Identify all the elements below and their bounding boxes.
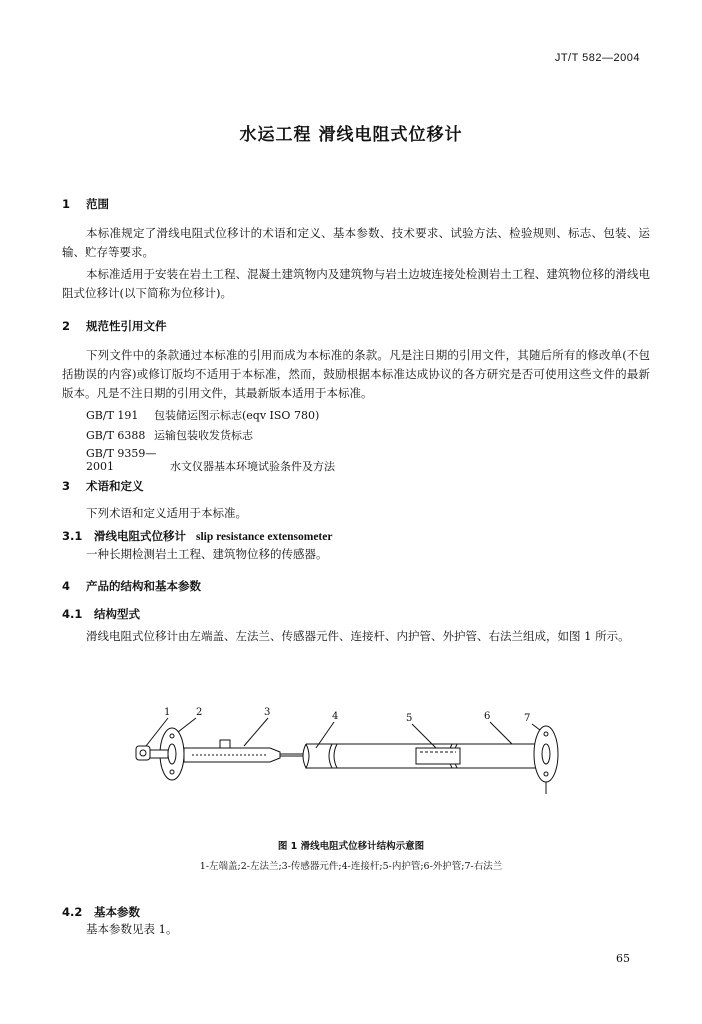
page-number: 65 <box>616 952 630 965</box>
figure-caption: 图 1 滑线电阻式位移计结构示意图 <box>277 841 425 852</box>
figure-label: 6 <box>484 711 491 722</box>
reference-item <box>86 407 319 423</box>
subsection-title: 基本参数 <box>94 905 140 919</box>
reference-title: 包装储运图示标志(eqv ISO 780) <box>154 409 320 422</box>
section-title: 术语和定义 <box>86 479 144 493</box>
section-number: 4 <box>62 579 71 593</box>
section-number: 2 <box>62 319 71 333</box>
section-title: 规范性引用文件 <box>86 319 167 333</box>
subsection-number: 4.2 <box>62 905 83 919</box>
subsection-4-1-paragraph: 滑线电阻式位移计由左端盖、左法兰、传感器元件、连接杆、内护管、外护管、右法兰组成，如图 1 所示。 <box>86 629 630 643</box>
subsection-4-2-paragraph: 基本参数见表 1。 <box>86 922 178 936</box>
term-name: 滑线电阻式位移计 <box>94 529 186 543</box>
reference-item <box>86 427 253 443</box>
section-number: 1 <box>62 197 71 211</box>
section-3-paragraph-1: 下列术语和定义适用于本标准。 <box>86 506 247 520</box>
figure-1-diagram <box>120 700 570 812</box>
reference-code: GB/T 6388 <box>86 429 146 442</box>
reference-title: 运输包装收发货标志 <box>154 429 253 442</box>
figure-label: 1 <box>164 707 171 718</box>
inner-protective-tube-part <box>416 748 460 764</box>
right-flange-part <box>534 726 558 794</box>
connecting-rod-part <box>280 754 306 756</box>
figure-legend: 1-左端盖;2-左法兰;3-传感器元件;4-连接杆;5-内护管;6-外护管;7-右法兰 <box>199 861 503 872</box>
reference-code: GB/T 191 <box>86 409 139 422</box>
standard-code: JT/T 582—2004 <box>554 52 640 64</box>
section-2-heading <box>62 318 167 334</box>
subsection-title: 结构型式 <box>94 607 140 621</box>
section-3-heading <box>62 478 144 494</box>
subsection-number: 3.1 <box>62 529 83 543</box>
section-1-paragraph-2: 本标准适用于安装在岩土工程、混凝土建筑物内及建筑物与岩土边坡连接处检测岩土工程、建筑物位移的滑线电阻式位移计(以下简称为位移计)。 <box>62 267 650 300</box>
document-title: 水运工程 滑线电阻式位移计 <box>239 125 463 145</box>
figure-label: 2 <box>196 707 203 718</box>
term-definition: 一种长期检测岩土工程、建筑物位移的传感器。 <box>86 547 328 561</box>
figure-label: 5 <box>406 713 413 724</box>
left-flange-part <box>150 728 184 780</box>
section-1-paragraph-1: 本标准规定了滑线电阻式位移计的术语和定义、基本参数、技术要求、试验方法、检验规则、标志、包装、运输、贮存等要求。 <box>62 226 650 259</box>
figure-label: 4 <box>332 711 339 722</box>
reference-item <box>86 447 335 474</box>
section-2-paragraph-1: 下列文件中的条款通过本标准的引用而成为本标准的条款。凡是注日期的引用文件，其随后所有的修改单(不包括勘误的内容)或修订版均不适用于本标准，然而，鼓励根据本标准达成协议的各方研究是否可使用这些文件的最新版本。凡是不注日期的引用文件，其最新版本适用于本标准。 <box>62 348 650 400</box>
subsection-4-1-heading <box>62 606 140 622</box>
section-4-heading <box>62 578 201 594</box>
subsection-4-2-heading <box>62 904 140 920</box>
figure-label: 3 <box>264 707 271 718</box>
term-english: slip resistance extensometer <box>196 531 333 543</box>
left-end-cap-part <box>136 746 150 760</box>
section-number: 3 <box>62 479 71 493</box>
section-1-heading <box>62 196 109 212</box>
sensor-element-part <box>184 740 280 762</box>
figure-label: 7 <box>524 713 531 724</box>
reference-title: 水文仪器基本环境试验条件及方法 <box>170 460 335 473</box>
section-title: 范围 <box>86 197 109 211</box>
subsection-3-1-heading <box>62 528 332 544</box>
subsection-number: 4.1 <box>62 607 83 621</box>
section-title: 产品的结构和基本参数 <box>86 579 201 593</box>
reference-code: GB/T 9359—2001 <box>86 447 157 473</box>
